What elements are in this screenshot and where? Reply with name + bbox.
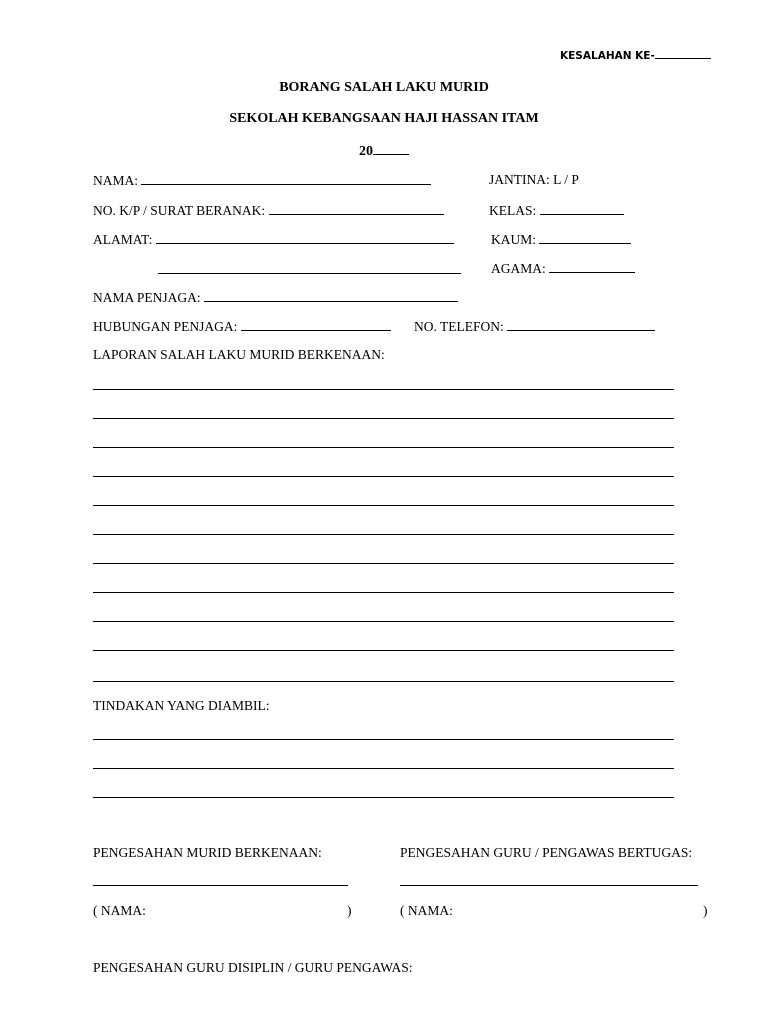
nama-label: NAMA: [93, 173, 139, 188]
laporan-line[interactable] [93, 592, 674, 593]
nama-penjaga-blank[interactable] [204, 289, 458, 302]
kaum-field [491, 231, 631, 248]
laporan-line[interactable] [93, 447, 674, 448]
agama-label: AGAMA: [491, 261, 546, 276]
agama-blank[interactable] [549, 260, 635, 273]
error-count-blank[interactable] [655, 46, 711, 59]
nama-penjaga-field [93, 289, 458, 306]
tindakan-line[interactable] [93, 739, 674, 740]
guru-nama-close: ) [703, 903, 708, 918]
murid-nama-open: ( NAMA: [93, 903, 146, 918]
kelas-field [489, 202, 624, 219]
agama-field [491, 260, 635, 277]
tindakan-heading: TINDAKAN YANG DIAMBIL: [93, 698, 270, 713]
laporan-line[interactable] [93, 476, 674, 477]
murid-signature-line[interactable] [93, 885, 348, 886]
pengesahan-murid-label: PENGESAHAN MURID BERKENAAN: [93, 845, 322, 860]
nama-penjaga-label: NAMA PENJAGA: [93, 290, 201, 305]
laporan-line[interactable] [93, 563, 674, 564]
laporan-line[interactable] [93, 681, 674, 682]
school-name: SEKOLAH KEBANGSAAN HAJI HASSAN ITAM [229, 111, 539, 126]
tindakan-line[interactable] [93, 768, 674, 769]
jantina-field: JANTINA: L / P [489, 172, 579, 187]
tindakan-line[interactable] [93, 797, 674, 798]
pengesahan-disiplin-label: PENGESAHAN GURU DISIPLIN / GURU PENGAWAS: [93, 960, 413, 975]
laporan-line[interactable] [93, 534, 674, 535]
laporan-heading: LAPORAN SALAH LAKU MURID BERKENAAN: [93, 347, 385, 362]
pengesahan-guru-label: PENGESAHAN GURU / PENGAWAS BERTUGAS: [400, 845, 693, 860]
kp-blank[interactable] [269, 202, 444, 215]
telefon-blank[interactable] [507, 318, 655, 331]
error-count-label [560, 46, 711, 62]
hubungan-blank[interactable] [241, 318, 391, 331]
year-prefix: 20 [359, 144, 373, 159]
kp-label: NO. K/P / SURAT BERANAK: [93, 203, 266, 218]
laporan-line[interactable] [93, 505, 674, 506]
murid-nama-close: ) [347, 903, 352, 918]
kelas-label: KELAS: [489, 203, 537, 218]
kaum-label: KAUM: [491, 232, 537, 247]
error-count-text: KESALAHAN KE- [560, 50, 655, 62]
laporan-line[interactable] [93, 650, 674, 651]
telefon-field [414, 318, 655, 335]
kaum-blank[interactable] [539, 231, 631, 244]
alamat-field [93, 231, 454, 248]
form-title: BORANG SALAH LAKU MURID [279, 80, 489, 95]
laporan-line[interactable] [93, 389, 674, 390]
kp-field [93, 202, 444, 219]
nama-blank[interactable] [141, 172, 431, 185]
telefon-label: NO. TELEFON: [414, 319, 504, 334]
laporan-line[interactable] [93, 621, 674, 622]
alamat-blank-2[interactable] [158, 273, 461, 274]
alamat-blank-1[interactable] [156, 231, 454, 244]
year-field [0, 142, 768, 160]
hubungan-label: HUBUNGAN PENJAGA: [93, 319, 238, 334]
year-blank[interactable] [373, 142, 409, 155]
kelas-blank[interactable] [540, 202, 624, 215]
hubungan-field [93, 318, 391, 335]
nama-field [93, 172, 431, 189]
guru-signature-line[interactable] [400, 885, 698, 886]
guru-nama-open: ( NAMA: [400, 903, 453, 918]
laporan-line[interactable] [93, 418, 674, 419]
alamat-label: ALAMAT: [93, 232, 153, 247]
